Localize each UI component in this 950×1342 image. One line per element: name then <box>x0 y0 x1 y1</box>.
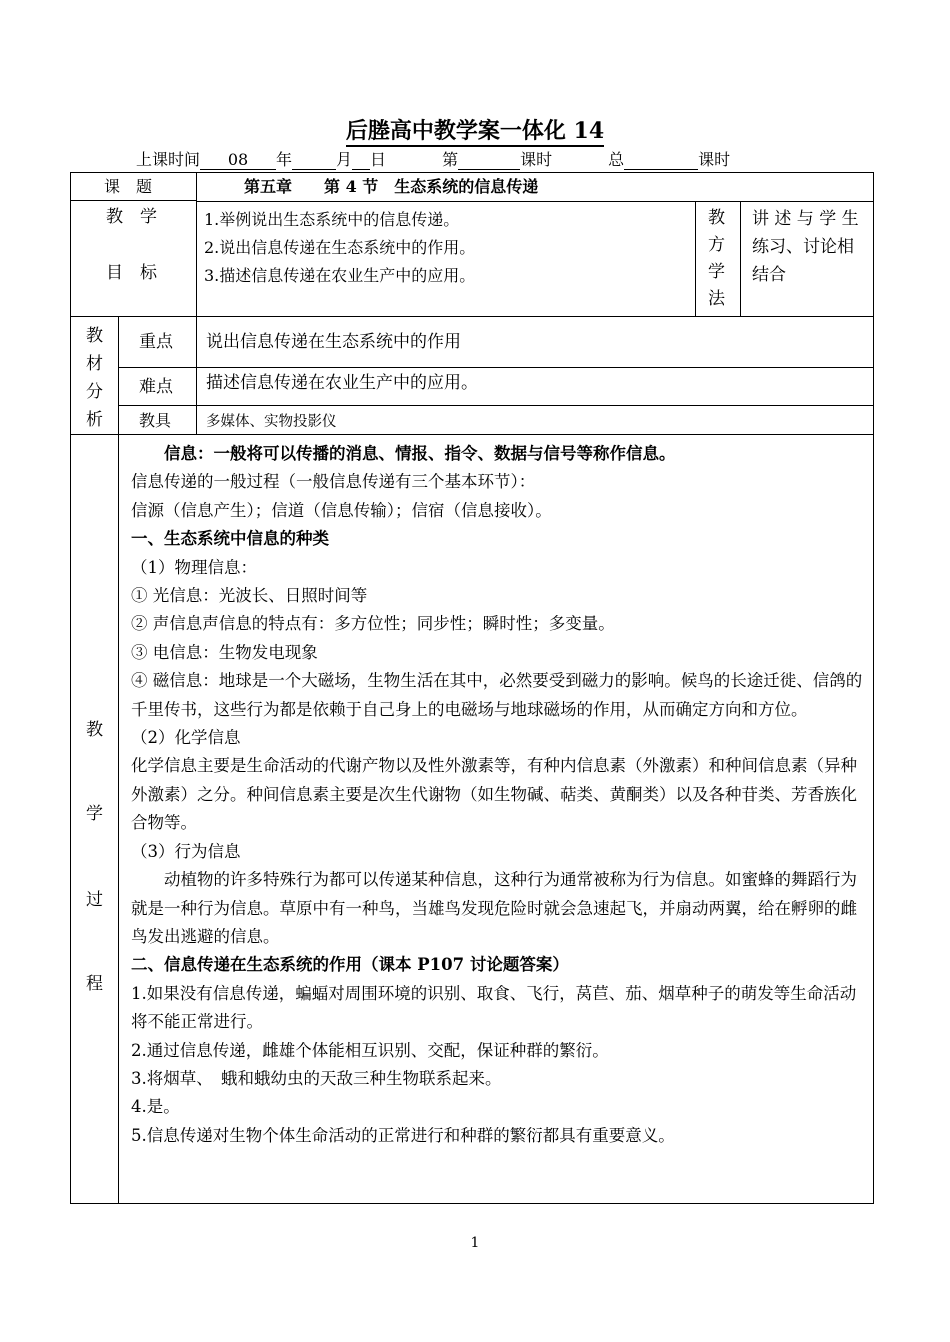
method-line: 结合 <box>752 265 786 285</box>
process-paragraph: ① 光信息：光波长、日照时间等 <box>131 586 368 606</box>
objectives-label-top: 教 学 <box>106 207 157 227</box>
divider <box>70 316 874 317</box>
analysis-label-char: 分 <box>86 382 103 402</box>
process-content <box>131 440 866 1150</box>
class-time-label: 上课时间 <box>136 150 201 169</box>
process-paragraph: 信息：一般将可以传播的消息、情报、指令、数据与信号等称作信息。 <box>164 444 676 463</box>
year-label: 年 <box>276 150 293 169</box>
teaching-aids-label: 教具 <box>139 411 172 430</box>
process-paragraph: 3.将烟草、 蛾和蛾幼虫的天敌三种生物联系起来。 <box>131 1068 502 1088</box>
process-paragraph: （1）物理信息： <box>131 557 257 577</box>
process-label-char: 程 <box>86 974 103 994</box>
class-month-value: 08 <box>200 150 276 170</box>
process-paragraph: 4.是。 <box>131 1097 180 1117</box>
process-paragraph: 信源（信息产生）；信道（信息传输）；信宿（信息接收）。 <box>131 500 552 520</box>
process-paragraph: 1.如果没有信息传递，蝙蝠对周围环境的识别、取食、飞行，莴苣、茄、烟草种子的萌发等生命活动将不能正常进行。 <box>131 983 857 1032</box>
divider <box>695 201 696 316</box>
divider <box>196 201 197 316</box>
process-label-char: 教 <box>86 720 103 740</box>
difficulty-value: 描述信息传递在农业生产中的应用。 <box>206 373 478 393</box>
period-prefix: 第 <box>442 150 459 169</box>
teaching-aids-value: 多媒体、实物投影仪 <box>206 414 337 430</box>
process-label-char: 过 <box>86 890 103 910</box>
divider <box>740 201 741 316</box>
divider <box>118 367 874 368</box>
method-label-char: 法 <box>708 289 725 309</box>
divider <box>118 405 874 406</box>
process-paragraph: 2.通过信息传递，雌雄个体能相互识别、交配，保证种群的繁衍。 <box>131 1040 609 1060</box>
method-label-char: 教 <box>708 208 725 228</box>
divider <box>196 316 197 434</box>
difficulty-label: 难点 <box>139 377 173 397</box>
month-label: 月 <box>336 150 353 169</box>
process-paragraph: ④ 磁信息：地球是一个大磁场，生物生活在其中，必然要受到磁力的影响。候鸟的长途迁徙、信鸽的千里传书，这些行为都是依赖于自己身上的电磁场与地球磁场的作用，从而确定方向和方位。 <box>131 671 863 719</box>
day-label: 日 <box>370 150 387 169</box>
process-paragraph: 信息传递的一般过程（一般信息传递有三个基本环节）： <box>131 472 536 492</box>
objective-item: 1.举例说出生态系统中的信息传递。 <box>204 210 460 229</box>
method-label-char: 方 <box>708 235 725 255</box>
divider <box>118 316 119 1204</box>
period-label: 课时 <box>520 150 553 169</box>
page-number: 1 <box>470 1235 480 1251</box>
objectives-label-bottom: 目 标 <box>106 263 157 283</box>
process-paragraph: 5.信息传递对生物个体生命活动的正常进行和种群的繁衍都具有重要意义。 <box>131 1125 675 1145</box>
analysis-label-char: 材 <box>86 354 103 374</box>
topic-value: 第五章 第 4 节 生态系统的信息传递 <box>244 177 539 196</box>
process-paragraph: 动植物的许多特殊行为都可以传递某种信息，这种行为通常被称为行为信息。如蜜蜂的舞蹈行为就是一种行为信息。草原中有一种鸟，当雄鸟发现危险时就会急速起飞，并扇动两翼，给在孵卵的雌鸟发出逃避的信息。 <box>131 870 857 946</box>
objective-item: 3.描述信息传递在农业生产中的应用。 <box>204 266 476 285</box>
objective-item: 2.说出信息传递在生态系统中的作用。 <box>204 238 476 257</box>
total-label: 总 <box>608 150 625 169</box>
process-paragraph: 一、生态系统中信息的种类 <box>131 529 329 549</box>
process-paragraph: ③ 电信息：生物发电现象 <box>131 642 318 662</box>
schedule-line <box>136 147 730 170</box>
process-label-char: 学 <box>86 804 103 824</box>
key-point-value: 说出信息传递在生态系统中的作用 <box>206 332 461 352</box>
process-paragraph: 二、信息传递在生态系统的作用（课本 P107 讨论题答案） <box>131 955 569 975</box>
process-paragraph: （3）行为信息 <box>131 841 241 861</box>
blank-day <box>352 150 370 170</box>
analysis-label-char: 教 <box>86 326 103 346</box>
divider <box>196 201 874 202</box>
analysis-label-char: 析 <box>86 410 103 430</box>
process-paragraph: （2）化学信息 <box>131 728 241 748</box>
blank-total <box>624 150 698 170</box>
method-label-char: 学 <box>708 262 725 282</box>
blank-month <box>292 150 336 170</box>
process-paragraph: ② 声信息声信息的特点有：多方位性；同步性；瞬时性；多变量。 <box>131 614 615 634</box>
process-paragraph: 化学信息主要是生命活动的代谢产物以及性外激素等，有种内信息素（外激素）和种间信息素（异种外激素）之分。种间信息素主要是次生代谢物（如生物碱、萜类、黄酮类）以及各种苷类、芳香族化合物等。 <box>131 756 857 833</box>
key-point-label: 重点 <box>139 332 173 352</box>
divider <box>70 434 874 435</box>
page-title: 后塍高中教学案一体化 14 <box>0 114 950 145</box>
method-line: 讲 述 与 学 生 <box>752 209 859 229</box>
topic-label: 课 题 <box>104 177 153 196</box>
method-line: 练习、讨论相 <box>752 237 854 257</box>
blank-period <box>458 150 520 170</box>
total-period-label: 课时 <box>698 150 731 169</box>
